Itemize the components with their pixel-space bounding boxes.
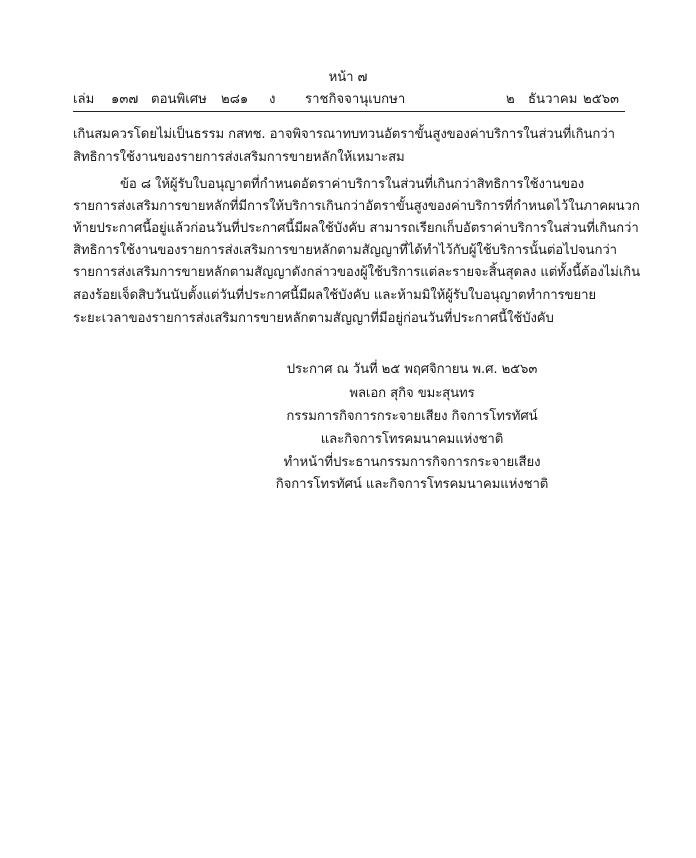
page-number: หน้า ๗	[328, 70, 368, 85]
text-line: เกินสมควรโดยไม่เป็นธรรม กสทช. อาจพิจารณาทบทวนอัตราขั้นสูงของค่าบริการในส่วนที่เกินกว่า	[73, 127, 615, 142]
text-line: ท้ายประกาศนี้อยู่แล้วก่อนวันที่ประกาศนี้มีผลใช้บังคับ สามารถเรียกเก็บอัตราค่าบริการในส่วนที่เกินกว่า	[73, 221, 639, 236]
volume-number: ๑๓๗	[111, 92, 139, 107]
date-day: ๒	[506, 92, 515, 107]
signatory-title: กิจการโทรทัศน์ และกิจการโทรคมนาคมแห่งชาติ	[275, 477, 549, 492]
signatory-title: กรรมการกิจการกระจายเสียง กิจการโทรทัศน์	[286, 409, 538, 424]
section-number: ๒๘๑	[221, 92, 249, 107]
section-label: ตอนพิเศษ	[151, 92, 207, 107]
header-divider	[73, 111, 625, 112]
date-month: ธันวาคม	[528, 92, 578, 107]
text-line: รายการส่งเสริมการขายหลักตามสัญญาดังกล่าวของผู้ใช้บริการแต่ละรายจะสิ้นสุดลง แต่ทั้งนี้ต้องไม่เกิน	[73, 265, 640, 280]
signatory-title: ทำหน้าที่ประธานกรรมการกิจการกระจายเสียง	[283, 455, 541, 470]
text-line: สิทธิการใช้งานของรายการส่งเสริมการขายหลักตามสัญญาที่ได้ทำไว้กับผู้ใช้บริการนั้นต่อไปจนกว่า	[73, 243, 617, 258]
text-line: สองร้อยเจ็ดสิบวันนับตั้งแต่วันที่ประกาศนี้มีผลใช้บังคับ และห้ามมิให้ผู้รับใบอนุญาตทำการขยาย	[73, 288, 596, 303]
signatory-name: พลเอก สุกิจ ขมะสุนทร	[349, 386, 475, 401]
text-line: ระยะเวลาของรายการส่งเสริมการขายหลักตามสัญญาที่มีอยู่ก่อนวันที่ประกาศนี้ใช้บังคับ	[73, 311, 554, 326]
announcement-date: ประกาศ ณ วันที่ ๒๕ พฤศจิกายน พ.ศ. ๒๕๖๓	[286, 362, 538, 377]
publication-name: ราชกิจจานุเบกษา	[305, 92, 406, 107]
section-letter: ง	[269, 92, 276, 107]
text-line: สิทธิการใช้งานของรายการส่งเสริมการขายหลักให้เหมาะสม	[73, 150, 405, 165]
text-line: รายการส่งเสริมการขายหลักที่มีการให้บริการเกินกว่าอัตราขั้นสูงของค่าบริการที่กำหนดไว้ในภาคผนวก	[73, 199, 640, 214]
text-line: ข้อ ๘ ให้ผู้รับใบอนุญาตที่กำหนดอัตราค่าบริการในส่วนที่เกินกว่าสิทธิการใช้งานของ	[120, 177, 585, 192]
volume-label: เล่ม	[73, 92, 95, 107]
signatory-title: และกิจการโทรคมนาคมแห่งชาติ	[320, 432, 504, 447]
gazette-header	[73, 90, 625, 110]
date-year: ๒๕๖๓	[583, 92, 620, 107]
